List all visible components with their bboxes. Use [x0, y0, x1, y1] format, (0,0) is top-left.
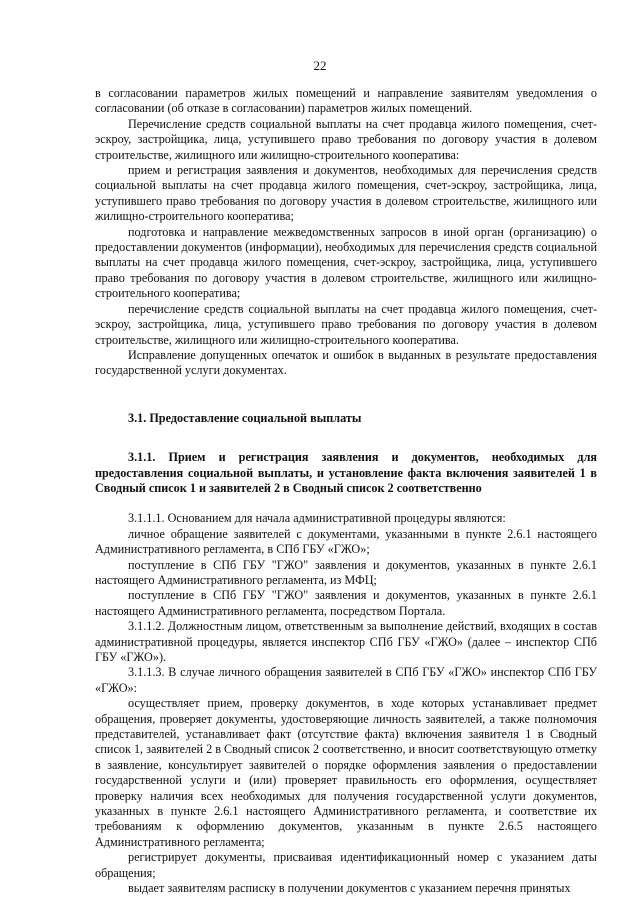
paragraph: Исправление допущенных опечаток и ошибок в выданных в результате предоставления государственной услуги документах.	[95, 347, 597, 378]
paragraph: личное обращение заявителей с документами, указанными в пункте 2.6.1 настоящего Административного регламента, в СПб ГБУ «ГЖО»;	[95, 526, 597, 557]
paragraph: перечисление средств социальной выплаты на счет продавца жилого помещения, счет-эскроу, застройщика, лица, уступившего право требования по договору участия в долевом строительстве, жилищного или жилищно-строительного кооператива.	[95, 301, 597, 347]
paragraph: осуществляет прием, проверку документов, в ходе которых устанавливает предмет обращения, проверяет документы, удостоверяющие личность заявителей, а также полномочия представителей, устанавливает факт (отсутствие факта) включения заявителя 1 в Сводный список 1, заявителей 2 в Сводный список 2 соответственно, и вносит соответствующую отметку в заявление, консультирует заявителей о порядке оформления заявления о предоставлении государственной услуги и (или) проверяет правильность его оформления, осуществляет проверку наличия всех необходимых для получения государственной услуги документов, указанных в пункте 2.6.1 настоящего Административного регламента, и соответствие их требованиям к оформлению документов, указанным в пункте 2.6.5 настоящего Административного регламента;	[95, 696, 597, 849]
page-number: 22	[313, 58, 327, 73]
paragraph: подготовка и направление межведомственных запросов в иной орган (организацию) о предоставлении документов (информации), необходимых для перечисления средств социальной выплаты на счет продавца жилого помещения, счет-эскроу, застройщика, лица, уступившего право требования по договору участия в долевом строительстве, жилищного или жилищно-строительного кооператива;	[95, 224, 597, 301]
paragraph: 3.1.1.3. В случае личного обращения заявителей в СПб ГБУ «ГЖО» инспектор СПб ГБУ «ГЖО»:	[95, 665, 597, 695]
paragraph: регистрирует документы, присваивая идентификационный номер с указанием даты обращения;	[95, 850, 597, 880]
document-body	[95, 86, 597, 897]
paragraph: 3.1.1.2. Должностным лицом, ответственным за выполнение действий, входящих в состав административной процедуры, является инспектор СПб ГБУ «ГЖО» (далее – инспектор СПб ГБУ «ГЖО»).	[95, 619, 597, 664]
paragraph: прием и регистрация заявления и документов, необходимых для перечисления средств социальной выплаты на счет продавца жилого помещения, счет-эскроу, застройщика, лица, уступившего право требования по договору участия в долевом строительстве, жилищного или жилищно-строительного кооператива;	[95, 163, 597, 224]
paragraph: 3.1.1.1. Основанием для начала административной процедуры являются:	[128, 511, 506, 526]
section-heading: 3.1. Предоставление социальной выплаты	[128, 410, 362, 425]
paragraph: поступление в СПб ГБУ "ГЖО" заявления и документов, указанных в пункте 2.6.1 настоящего Административного регламента, посредством Портала.	[95, 588, 597, 618]
paragraph: выдает заявителям расписку в получении документов с указанием перечня принятых	[128, 881, 571, 896]
paragraph: Перечисление средств социальной выплаты на счет продавца жилого помещения, счет-эскроу, застройщика, лица, уступившего право требования по договору участия в долевом строительстве, жилищного или жилищно-строительного кооператива:	[95, 116, 597, 162]
paragraph: в согласовании параметров жилых помещений и направление заявителям уведомления о согласовании (об отказе в согласовании) параметров жилых помещений.	[95, 86, 597, 116]
subsection-heading: 3.1.1. Прием и регистрация заявления и документов, необходимых для предоставления социальной выплаты, и установление факта включения заявителей 1 в Сводный список 1 и заявителей 2 в Сводный список 2 соответственно	[95, 450, 597, 495]
paragraph: поступление в СПб ГБУ "ГЖО" заявления и документов, указанных в пункте 2.6.1 настоящего Административного регламента, из МФЦ;	[95, 557, 597, 587]
